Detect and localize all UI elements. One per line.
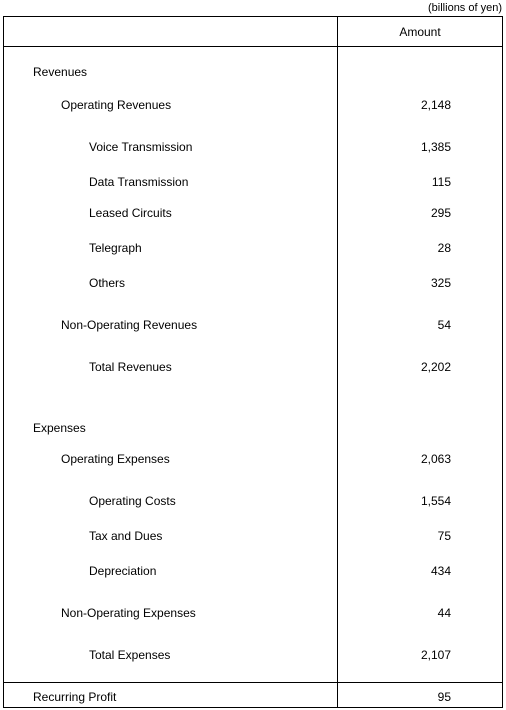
row-label: Others xyxy=(89,276,126,290)
row-label: Total Revenues xyxy=(89,360,172,374)
row-value: 295 xyxy=(430,206,451,220)
row-label: Recurring Profit xyxy=(33,690,117,704)
row-label: Telegraph xyxy=(89,241,142,255)
header-divider xyxy=(4,46,502,47)
row-label: Tax and Dues xyxy=(89,529,163,543)
row-value: 44 xyxy=(437,606,451,620)
row-value: 2,063 xyxy=(420,452,451,466)
table-row-operating-costs xyxy=(4,494,502,508)
table-row-depreciation xyxy=(4,564,502,578)
table-row-non-operating-revenues xyxy=(4,318,502,332)
row-value: 115 xyxy=(431,175,451,189)
row-value: 2,148 xyxy=(420,98,451,112)
row-value: 75 xyxy=(437,529,451,543)
row-value: 28 xyxy=(437,241,451,255)
row-label: Non-Operating Revenues xyxy=(61,318,198,332)
table-row-recurring-profit xyxy=(4,690,502,704)
row-label: Operating Expenses xyxy=(61,452,170,466)
row-value: 2,202 xyxy=(420,360,451,374)
row-label: Leased Circuits xyxy=(89,206,172,220)
row-label: Data Transmission xyxy=(89,175,189,189)
row-value: 325 xyxy=(430,276,451,290)
table-row-total-expenses xyxy=(4,648,502,662)
table-row-revenues xyxy=(4,65,502,79)
row-value: 1,385 xyxy=(420,140,451,154)
row-label: Voice Transmission xyxy=(89,140,193,154)
unit-note: (billions of yen) xyxy=(428,2,502,14)
table-row-telegraph xyxy=(4,241,502,255)
row-value: 434 xyxy=(430,564,451,578)
row-label: Expenses xyxy=(33,421,86,435)
table-row-operating-revenues xyxy=(4,98,502,112)
row-label: Operating Costs xyxy=(89,494,176,508)
row-label: Non-Operating Expenses xyxy=(61,606,196,620)
row-value: 95 xyxy=(437,690,451,704)
amount-column-header: Amount xyxy=(399,25,441,39)
row-value: 54 xyxy=(437,318,451,332)
table-row-expenses xyxy=(4,421,502,435)
row-label: Depreciation xyxy=(89,564,157,578)
row-label: Revenues xyxy=(33,65,88,79)
row-value: 1,554 xyxy=(420,494,451,508)
table-row-others xyxy=(4,276,502,290)
income-statement-table xyxy=(3,16,503,708)
table-row-data-transmission xyxy=(4,175,502,189)
row-label: Total Expenses xyxy=(89,648,171,662)
table-row-non-operating-expenses xyxy=(4,606,502,620)
table-row-leased-circuits xyxy=(4,206,502,220)
table-row-voice-transmission xyxy=(4,140,502,154)
row-label: Operating Revenues xyxy=(61,98,172,112)
table-row-total-revenues xyxy=(4,360,502,374)
footer-divider xyxy=(4,682,502,683)
table-row-operating-expenses xyxy=(4,452,502,466)
table-row-tax-and-dues xyxy=(4,529,502,543)
row-value: 2,107 xyxy=(420,648,451,662)
